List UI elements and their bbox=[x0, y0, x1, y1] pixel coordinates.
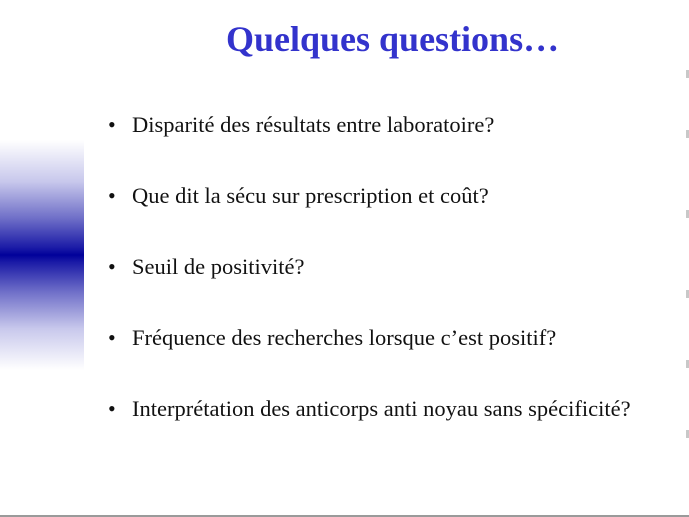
bullet-dot-icon: • bbox=[108, 325, 116, 350]
bullet-item bbox=[106, 394, 666, 424]
bullet-item bbox=[106, 181, 666, 211]
bullet-dot-icon: • bbox=[108, 396, 116, 421]
bullet-text: Disparité des résultats entre laboratoire? bbox=[132, 112, 495, 137]
bullet-item bbox=[106, 323, 666, 353]
bullet-dot-icon: • bbox=[108, 112, 116, 137]
bullet-text: Fréquence des recherches lorsque c’est positif? bbox=[132, 325, 557, 350]
decorative-gradient-bar bbox=[0, 140, 84, 370]
bullet-item bbox=[106, 252, 666, 282]
bullet-dot-icon: • bbox=[108, 254, 116, 279]
bullet-list bbox=[106, 110, 666, 465]
right-edge-marks bbox=[685, 60, 689, 460]
bullet-text: Interprétation des anticorps anti noyau sans spécificité? bbox=[132, 396, 631, 421]
bullet-text: Que dit la sécu sur prescription et coût? bbox=[132, 183, 489, 208]
bullet-item bbox=[106, 110, 666, 140]
bullet-dot-icon: • bbox=[108, 183, 116, 208]
slide-title: Quelques questions… bbox=[226, 19, 560, 59]
bullet-text: Seuil de positivité? bbox=[132, 254, 305, 279]
